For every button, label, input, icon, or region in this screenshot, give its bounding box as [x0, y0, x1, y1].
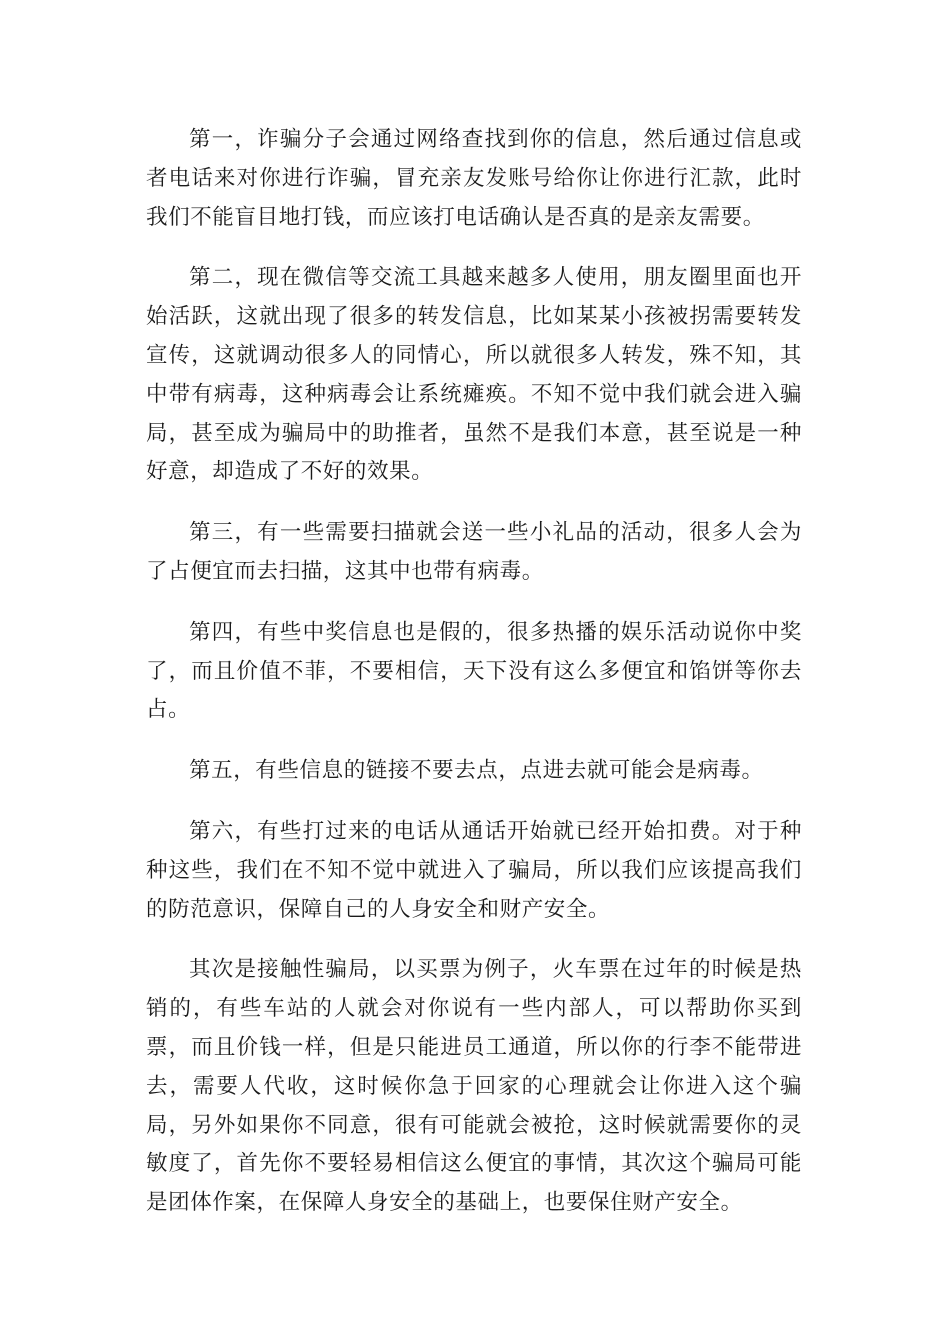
paragraph-7: 其次是接触性骗局，以买票为例子，火车票在过年的时候是热销的，有些车站的人就会对你说有一些内部人，可以帮助你买到票，而且价钱一样，但是只能进员工通道，所以你的行李不能带进去，需要人代收，这时候你急于回家的心理就会让你进入这个骗局，另外如果你不同意，很有可能就会被抢，这时候就需要你的灵敏度了，首先你不要轻易相信这么便宜的事情，其次这个骗局可能是团体作案，在保障人身安全的基础上，也要保住财产安全。 [146, 957, 802, 1216]
paragraph-5: 第五，有些信息的链接不要去点，点进去就可能会是病毒。 [189, 758, 764, 784]
paragraph-3: 第三，有一些需要扫描就会送一些小礼品的活动，很多人会为了占便宜而去扫描，这其中也带有病毒。 [146, 520, 802, 584]
paragraph-6: 第六，有些打过来的电话从通话开始就已经开始扣费。对于种种这些，我们在不知不觉中就进入了骗局，所以我们应该提高我们的防范意识，保障自己的人身安全和财产安全。 [146, 818, 802, 922]
paragraph-4: 第四，有些中奖信息也是假的，很多热播的娱乐活动说你中奖了，而且价值不菲，不要相信，天下没有这么多便宜和馅饼等你去占。 [146, 619, 802, 723]
document-body [146, 121, 802, 1245]
paragraph-1: 第一，诈骗分子会通过网络查找到你的信息，然后通过信息或者电话来对你进行诈骗，冒充亲友发账号给你让你进行汇款，此时我们不能盲目地打钱，而应该打电话确认是否真的是亲友需要。 [146, 127, 802, 230]
paragraph-2: 第二，现在微信等交流工具越来越多人使用，朋友圈里面也开始活跃，这就出现了很多的转发信息，比如某某小孩被拐需要转发宣传，这就调动很多人的同情心，所以就很多人转发，殊不知，其中带有病毒，这种病毒会让系统瘫痪。不知不觉中我们就会进入骗局，甚至成为骗局中的助推者，虽然不是我们本意，甚至说是一种好意，却造成了不好的效果。 [146, 265, 802, 485]
